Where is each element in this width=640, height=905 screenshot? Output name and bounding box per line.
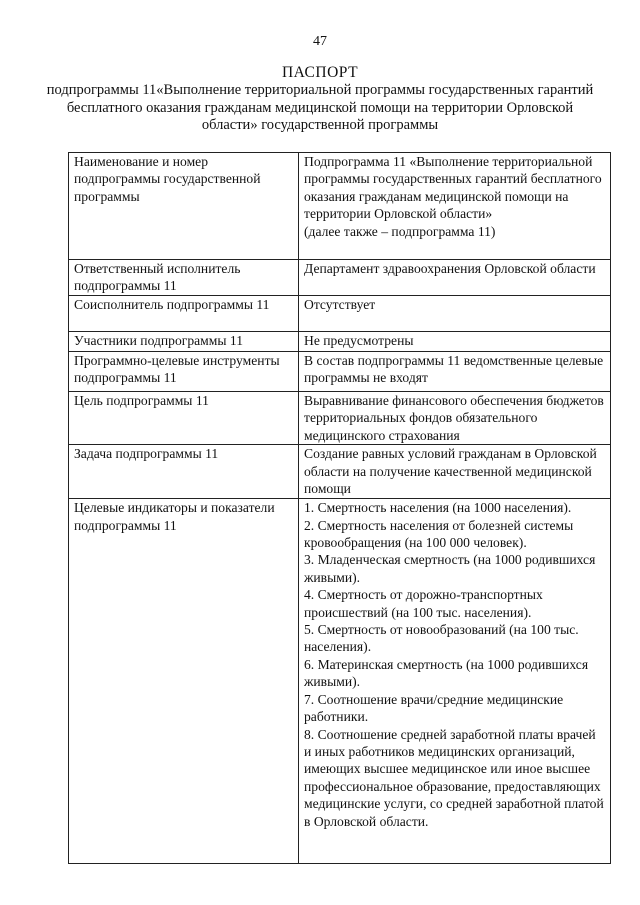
- indicator-item: 8. Соотношение средней заработной платы врачей и иных работников медицинских организаций, имеющих высшее медицинское или иное высшее профессиональное образование, предоставляющих медицинские услуги, со средней заработной платой в Орловской области.: [304, 726, 604, 829]
- table-row: [69, 260, 611, 296]
- document-header: [40, 64, 600, 135]
- table-row: [69, 153, 611, 260]
- indicator-item: 6. Материнская смертность (на 1000 родившихся живыми).: [304, 656, 589, 690]
- indicator-item: 2. Смертность населения от болезней системы кровообращения (на 100 000 человек).: [304, 517, 574, 551]
- row-value: Департамент здравоохранения Орловской области: [299, 260, 611, 296]
- row-label: Ответственный исполнитель подпрограммы 11: [69, 260, 299, 296]
- table-row: [69, 296, 611, 332]
- table-row: [69, 392, 611, 445]
- document-subtitle: подпрограммы 11«Выполнение территориальной программы государственных гарантий бесплатного оказания гражданам медицинской помощи на территории Орловской области» государственной программы: [46, 82, 594, 133]
- indicator-item: 5. Смертность от новообразований (на 100 тыс. населения).: [304, 622, 579, 655]
- indicator-item: 3. Младенческая смертность (на 1000 родившихся живыми).: [304, 552, 596, 585]
- row-label: Программно-целевые инструменты подпрограммы 11: [69, 352, 299, 392]
- passport-table: [68, 152, 611, 864]
- row-value: Создание равных условий гражданам в Орловской области на получение качественной медицинской помощи: [299, 445, 611, 499]
- row-label: Цель подпрограммы 11: [69, 392, 299, 445]
- row-value: Отсутствует: [299, 296, 611, 332]
- table-row: [69, 499, 611, 864]
- row-value: В состав подпрограммы 11 ведомственные целевые программы не входят: [299, 352, 611, 392]
- table-row: [69, 352, 611, 392]
- table-row: [69, 332, 611, 352]
- indicator-item: 4. Смертность от дорожно-транспортных происшествий (на 100 тыс. населения).: [304, 587, 543, 620]
- row-label: Целевые индикаторы и показатели подпрограммы 11: [69, 499, 299, 864]
- row-label: Задача подпрограммы 11: [69, 445, 299, 499]
- indicator-item: 7. Соотношение врачи/средние медицинские работники.: [304, 691, 564, 725]
- row-value: [299, 499, 611, 864]
- row-value: [299, 153, 611, 260]
- row-value-text: Подпрограмма 11 «Выполнение территориальной программы государственных гарантий бесплатного оказания гражданам медицинской помощи на территории Орловской области»: [304, 154, 602, 222]
- row-label: Наименование и номер подпрограммы государственной программы: [69, 153, 299, 260]
- row-value: Выравнивание финансового обеспечения бюджетов территориальных фондов обязательного медицинского страхования: [299, 392, 611, 445]
- row-label: Участники подпрограммы 11: [69, 332, 299, 352]
- row-value: Не предусмотрены: [299, 332, 611, 352]
- indicator-item: 1. Смертность населения (на 1000 населения).: [304, 500, 572, 516]
- row-value-note: (далее также – подпрограмма 11): [304, 223, 496, 239]
- document-title: ПАСПОРТ: [281, 64, 359, 81]
- table-row: [69, 445, 611, 499]
- page-number: 47: [313, 34, 327, 49]
- row-label: Соисполнитель подпрограммы 11: [69, 296, 299, 332]
